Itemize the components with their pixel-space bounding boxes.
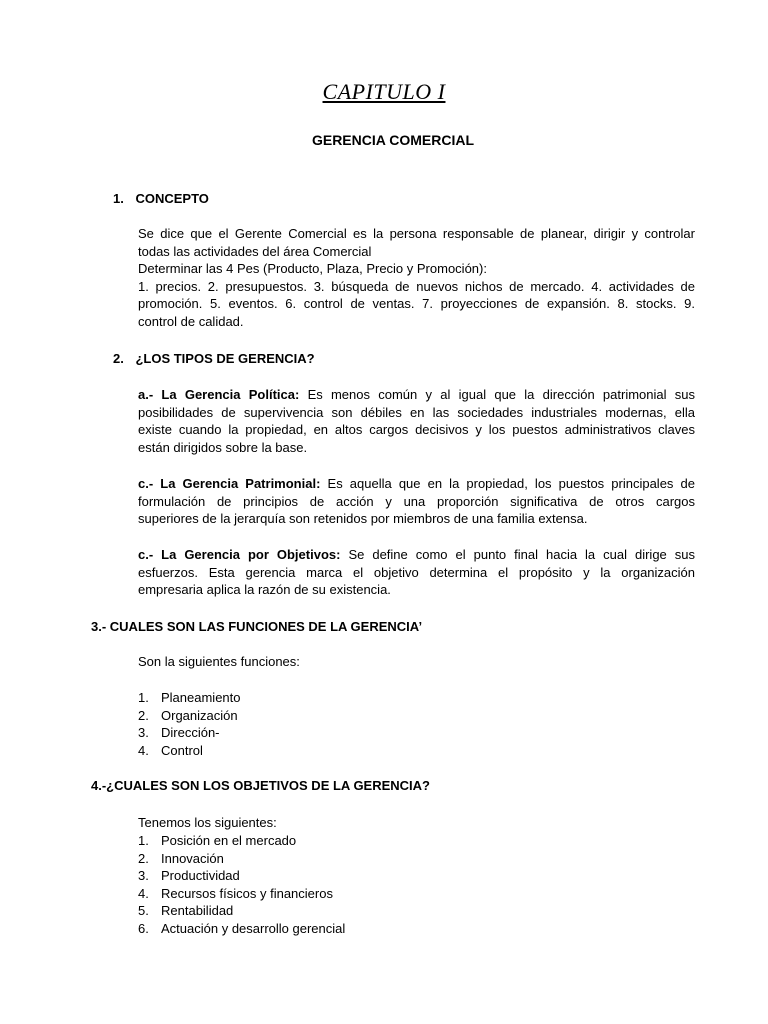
section-3-intro: Son la siguientes funciones: (138, 654, 300, 669)
gerencia-objetivos-paragraph (138, 546, 695, 599)
section-1-heading (113, 190, 209, 208)
list-item (138, 920, 538, 938)
list-text: Organización (161, 707, 238, 723)
list-text: Rentabilidad (161, 903, 234, 919)
list-item (138, 832, 538, 850)
term-label: a.- La Gerencia Política: (138, 387, 300, 402)
list-text: Posición en el mercado (161, 833, 297, 848)
section-4-heading: 4.-¿CUALES SON LOS OBJETIVOS DE LA GERENCIA? (91, 778, 430, 793)
section-1-number: 1. (113, 191, 124, 206)
list-text: Productividad (161, 868, 240, 884)
section-4-intro: Tenemos los siguientes: (138, 815, 277, 830)
paragraph-line: empresaria aplica la razón de su existencia. (138, 582, 391, 598)
functions-list (138, 689, 538, 759)
paragraph-text: Es menos común y al igual que la dirección patrimonial sus (307, 387, 695, 402)
list-item (138, 742, 538, 760)
list-number: 4. (138, 885, 149, 901)
paragraph-line: Se dice que el Gerente Comercial es la persona responsable de planear, dirigir y controlar (138, 226, 695, 241)
list-number: 2. (138, 707, 149, 723)
paragraph-line: existe cuando la propiedad, en altos cargos decisivos y los puestos administrativos claves (138, 422, 695, 438)
paragraph-line (138, 546, 695, 564)
paragraph-line: están dirigidos sobre la base. (138, 439, 308, 455)
paragraph-line: esfuerzos. Esta gerencia marca el objetivo determina el propósito y la organización (138, 564, 695, 580)
list-text: Control (161, 742, 203, 758)
paragraph-line: superiores de la jerarquía son retenidos por miembros de una familia extensa. (138, 511, 588, 527)
list-item (138, 885, 538, 903)
list-number: 3. (138, 868, 149, 884)
term-label: c.- La Gerencia Patrimonial: (138, 476, 321, 491)
paragraph-line (138, 475, 695, 493)
list-text: Actuación y desarrollo gerencial (161, 920, 346, 936)
paragraph-line: formulación de principios de acción y una proporción significativa de otros cargos (138, 493, 695, 509)
objectives-list (138, 832, 538, 938)
paragraph-text: Es aquella que en la propiedad, los puestos principales de (327, 476, 695, 491)
list-text: Dirección- (161, 725, 220, 741)
section-2-title: ¿LOS TIPOS DE GERENCIA? (135, 351, 315, 366)
list-item (138, 724, 538, 742)
list-item (138, 707, 538, 725)
list-item (138, 902, 538, 920)
paragraph-line: todas las actividades del área Comercial (138, 243, 372, 259)
list-item (138, 689, 538, 707)
section-1-title: CONCEPTO (135, 191, 209, 206)
gerencia-politica-paragraph (138, 386, 695, 456)
paragraph-line: 1. precios. 2. presupuestos. 3. búsqueda de nuevos nichos de mercado. 4. actividades de (138, 278, 695, 294)
list-item (138, 867, 538, 885)
paragraph-text: Se define como el punto final hacia la cual dirige sus (348, 547, 695, 562)
list-number: 3. (138, 725, 149, 741)
section-2-heading (113, 350, 315, 368)
term-label: c.- La Gerencia por Objetivos: (138, 547, 341, 562)
paragraph-line: posibilidades de supervivencia son débiles en las sociedades industriales modernas, ella (138, 404, 695, 420)
section-1-paragraph-1 (138, 225, 695, 331)
list-item (138, 850, 538, 868)
chapter-title: CAPITULO I (322, 79, 446, 104)
list-number: 4. (138, 742, 149, 758)
list-text: Recursos físicos y financieros (161, 885, 333, 901)
list-number: 1. (138, 833, 149, 848)
section-2-number: 2. (113, 351, 124, 366)
list-number: 6. (138, 920, 149, 936)
paragraph-line: promoción. 5. eventos. 6. control de ventas. 7. proyecciones de expansión. 8. stocks. 9. (138, 296, 695, 312)
section-3-heading: 3.- CUALES SON LAS FUNCIONES DE LA GERENCIA’ (91, 619, 423, 634)
list-number: 5. (138, 903, 149, 919)
paragraph-line (138, 386, 695, 404)
list-text: Innovación (161, 850, 224, 866)
paragraph-line: control de calidad. (138, 313, 244, 329)
document-subtitle: GERENCIA COMERCIAL (311, 132, 475, 148)
paragraph-line: Determinar las 4 Pes (Producto, Plaza, Precio y Promoción): (138, 261, 487, 277)
list-number: 1. (138, 690, 149, 705)
gerencia-patrimonial-paragraph (138, 475, 695, 528)
list-text: Planeamiento (161, 690, 241, 705)
list-number: 2. (138, 850, 149, 866)
